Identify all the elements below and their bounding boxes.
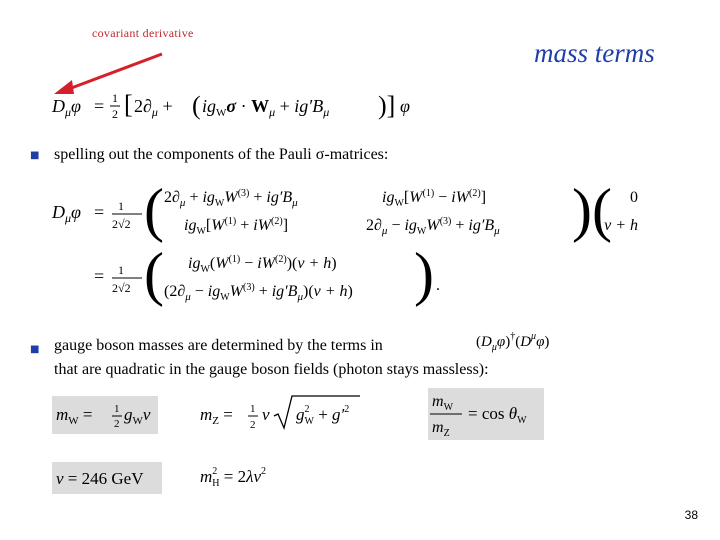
svg-text:g2W + g′2: $g^2$ $W + g'^2$ — [296, 404, 350, 427]
svg-text:m2H = 2λv2: $m^2$ $H = 2\lambda v^2$ — [200, 466, 267, 489]
svg-text:= cos θW: = $\cos \theta_W$ — [468, 404, 527, 426]
bullet-marker-icon: ■ — [30, 344, 40, 355]
svg-text:): ) — [414, 241, 434, 307]
quadratic-term-formula — [472, 326, 592, 356]
bullet-gauge-line2: that are quadratic in the gauge boson fields (photon stays massless): — [54, 361, 489, 378]
svg-text:igW[W(1) + iW(2)]: $ig_W[W^{(1)} + iW^{(2)}]$ — [184, 216, 289, 237]
svg-text:gWv: $g_Wv$ — [124, 405, 151, 427]
bullet-marker-icon: ■ — [30, 150, 40, 161]
equation-period: . — [436, 277, 440, 294]
vev-box — [52, 462, 162, 494]
page-number: 38 — [684, 508, 698, 522]
svg-text:[: [ — [124, 90, 133, 119]
mass-ratio-box — [428, 388, 544, 440]
mz-formula — [196, 388, 366, 436]
svg-text:v: v — [262, 405, 270, 424]
svg-text:mW: $m_W$ — [432, 393, 454, 413]
svg-text:Dμφ: $D_\mu\varphi$ — [52, 202, 81, 225]
svg-text:2√2: 2√2 — [112, 217, 131, 231]
svg-text:=: = — [94, 202, 105, 222]
svg-text:(: ( — [144, 177, 164, 243]
svg-text:v + h: v + h — [604, 217, 638, 234]
svg-text:mZ: $m_Z$ — [432, 419, 450, 439]
svg-text:2∂μ +: $2\partial_\mu$ + — [134, 96, 173, 119]
svg-text:v = 246 GeV: v = 246 GeV — [56, 469, 144, 488]
svg-text:)]: )] — [378, 91, 396, 120]
svg-text:=: = — [94, 266, 105, 286]
svg-text:2: 2 — [112, 107, 118, 121]
svg-text:2∂μ + igWW(3) + ig′Bμ: $2\partial_\mu + ig_WW^{(3)} + ig'B_\mu$ — [164, 188, 298, 209]
bullet-pauli-text: spelling out the components of the Pauli σ-matrices: — [54, 146, 389, 163]
svg-text:)(: )( — [572, 177, 612, 243]
mw-formula — [52, 396, 158, 434]
svg-text:Dμφ: $D_\mu\varphi$ — [52, 96, 81, 119]
covariant-derivative-label: covariant derivative — [92, 26, 194, 40]
svg-text:mZ =: $m_Z$ = — [200, 405, 233, 427]
svg-text:=: = — [94, 96, 105, 116]
svg-text:1: 1 — [250, 403, 256, 415]
vev-formula — [52, 462, 162, 494]
svg-text:igWσ · Wμ + ig′Bμ: $ig_W\sigma \cdot W_\mu + ig'B_\mu$ — [202, 96, 330, 119]
bullet-pauli — [30, 146, 389, 164]
svg-text:(: ( — [144, 241, 164, 307]
svg-text:mW =: $m_W$ = — [56, 405, 93, 427]
svg-text:(: ( — [192, 91, 201, 120]
svg-text:igW(W(1) − iW(2))(v + h): $ig_W(W^{(1)} - iW^{(2)})(v + h)$ — [188, 254, 337, 275]
mass-ratio-formula — [428, 388, 544, 440]
svg-text:igW[W(1) − iW(2)]: $ig_W[W^{(1)} - iW^{(2)}]$ — [382, 188, 487, 209]
svg-text:1: 1 — [118, 199, 124, 213]
svg-text:2: 2 — [114, 418, 120, 430]
svg-text:1: 1 — [112, 91, 118, 105]
higgs-mass-formula — [196, 458, 306, 494]
svg-text:2√2: 2√2 — [112, 281, 131, 295]
covariant-derivative-equation — [48, 84, 408, 126]
svg-text:1: 1 — [118, 263, 124, 277]
mw-formula-box — [52, 396, 158, 434]
svg-text:1: 1 — [114, 403, 120, 415]
slide-title: mass terms — [534, 38, 655, 68]
svg-text:0: 0 — [630, 189, 638, 206]
svg-text:2: 2 — [250, 419, 256, 431]
svg-text:φ: φ — [400, 96, 410, 116]
bullet-gauge-line1: gauge boson masses are determined by the terms in — [54, 337, 383, 354]
svg-text:2∂μ − igWW(3) + ig′Bμ: $2\partial_\mu - ig_WW^{(3)} + ig'B_\mu$ — [366, 216, 500, 237]
svg-text:(2∂μ − igWW(3) + ig′Bμ)(v + h): $(2\partial_\mu - ig_WW^{(3)} + ig'B_\mu)(v + h)$ — [164, 282, 353, 303]
matrix-equations — [48, 178, 648, 308]
bullet-gauge-masses — [30, 334, 694, 382]
svg-text:(Dμφ)†(Dμφ): $(D_\mu\varphi)^\dagger(D^\mu\varphi)$ — [476, 331, 550, 353]
